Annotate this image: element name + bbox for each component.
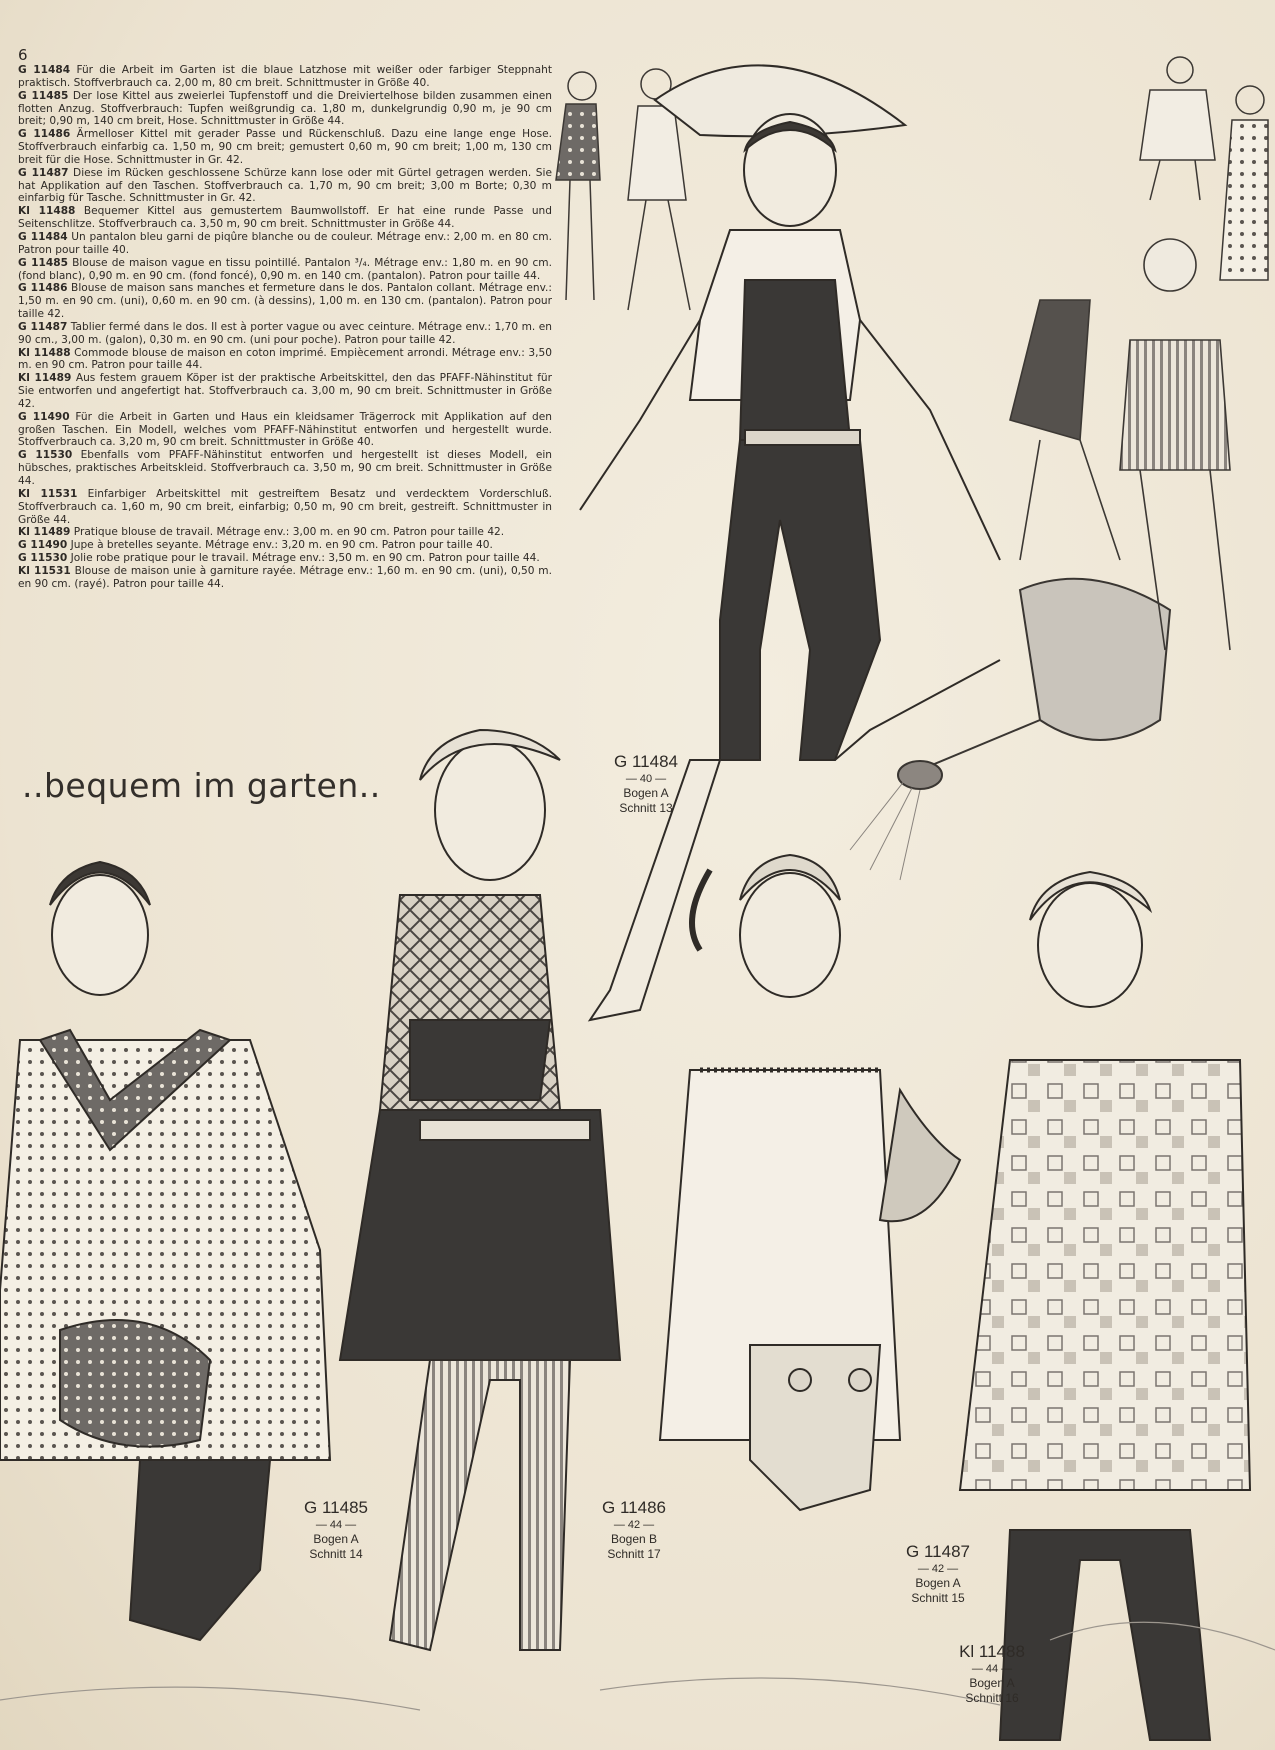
description-code: G 11530 — [18, 449, 73, 462]
description-code: G 11487 — [18, 166, 69, 179]
description-text: Jolie robe pratique pour le travail. Métrage env.: 3,50 m. en 90 cm. Patron pour taille 44. — [67, 552, 540, 565]
pattern-cut: Schnitt 13 — [619, 801, 673, 815]
description-text: Für die Arbeit in Garten und Haus ein kleidsamer Trägerrock mit Applikation auf den großen Taschen. Ein Modell, welches vom PFAFF-Nähinstitut entworfen und hergestellt wurde. Stoffverbrauch ca. 3,20 m, 90 cm breit. Schnittmuster in Größe 40. — [18, 410, 552, 449]
pattern-code: Kl 11488 — [959, 1642, 1025, 1661]
pattern-code: G 11487 — [906, 1542, 970, 1561]
pattern-cut: Schnitt 15 — [911, 1591, 965, 1605]
description-code: G 11485 — [18, 89, 69, 102]
description-text: Bequemer Kittel aus gemustertem Baumwollstoff. Er hat eine runde Passe und Seitenschlitze. Stoffverbrauch ca. 3,50 m, 90 cm breit. Schnittmuster in Größe 44. — [18, 205, 552, 231]
pattern-size: — 44 — — [971, 1663, 1013, 1675]
pattern-size: — 40 — — [625, 773, 667, 785]
pattern-cut: Schnitt 14 — [309, 1547, 363, 1561]
pattern-code: G 11486 — [602, 1498, 666, 1517]
page-number: 6 — [18, 46, 28, 64]
pattern-label — [294, 1498, 378, 1562]
pattern-sheet: Bogen A — [313, 1532, 359, 1546]
description-code: G 11484 — [18, 64, 71, 76]
pattern-size: — 42 — — [917, 1563, 959, 1575]
pattern-size: — 42 — — [613, 1519, 655, 1531]
pattern-size: — 44 — — [315, 1519, 357, 1531]
pattern-sheet: Bogen A — [969, 1676, 1015, 1690]
description-text: Blouse de maison vague en tissu pointillé. Pantalon ³/₄. Métrage env.: 1,80 m. en 90 cm. (fond blanc), 0,90 m. en 90 cm. (fond foncé), 0,90 m. en 140 cm. (pantalon). Patron pour taille 44. — [18, 256, 552, 282]
watering-can-icon — [850, 579, 1170, 880]
description-text: Commode blouse de maison en coton imprimé. Empiècement arrondi. Métrage env.: 3,50 m. en 90 cm. Patron pour taille 44. — [18, 346, 552, 372]
pattern-label — [896, 1542, 980, 1606]
description-text: Der lose Kittel aus zweierlei Tupfenstoff und die Dreiviertelhose bilden zusammen einen flotten Anzug. Stoffverbrauch: Tupfen weißgrundig ca. 1,80 m, dunkelgrundig 0,90 m, je 90 cm breit; 0,90 m, 140 cm breit, Hose. Schnittmuster in Größe 44. — [18, 89, 552, 128]
description-text: Pratique blouse de travail. Métrage env.: 3,00 m. en 90 cm. Patron pour taille 42. — [70, 526, 505, 539]
pattern-sheet: Bogen A — [623, 786, 669, 800]
description-code: Kl 11489 — [18, 526, 71, 539]
description-code: G 11487 — [18, 320, 68, 333]
description-code: G 11490 — [18, 539, 68, 552]
description-code: G 11490 — [18, 410, 70, 423]
description-text: Blouse de maison unie à garniture rayée. Métrage env.: 1,60 m. en 90 cm. (uni), 0,50 m. en 90 cm. (rayé). Patron pour taille 44. — [18, 564, 552, 590]
pattern-cut: Schnitt 17 — [607, 1547, 661, 1561]
description-code: G 11530 — [18, 552, 68, 565]
pattern-label — [950, 1642, 1034, 1706]
pattern-sheet: Bogen B — [610, 1532, 658, 1546]
pattern-label — [604, 752, 688, 816]
description-text: Ärmelloser Kittel mit gerader Passe und Rückenschluß. Dazu eine lange enge Hose. Stoffverbrauch einfarbig ca. 1,50 m, 90 cm breit; gemustert 0,60 m, 90 cm breit; 1,00 m, 130 cm breit für die Hose. Schnittmuster in Gr. 42. — [18, 128, 552, 166]
pattern-sheet: Bogen A — [915, 1576, 961, 1590]
description-text: Einfarbiger Arbeitskittel mit gestreiftem Besatz und verdecktem Vorderschluß. Stoffverbrauch ca. 1,60 m, 90 cm breit, einfarbig; 0,50 m, 90 cm breit, gestreift. Schnittmuster in Größe 44. — [18, 487, 552, 526]
figure-patterned-blouse — [880, 872, 1250, 1740]
figure-apron — [660, 855, 900, 1510]
description-code: Kl 11531 — [18, 487, 78, 500]
description-code: G 11485 — [18, 256, 68, 269]
description-text: Un pantalon bleu garni de piqûre blanche ou de couleur. Métrage env.: 2,00 m. en 80 cm. Patron pour taille 40. — [18, 230, 552, 256]
headline: ..bequem im garten.. — [22, 766, 381, 805]
description-code: G 11484 — [18, 230, 68, 243]
description-text: Ebenfalls vom PFAFF-Nähinstitut entworfen und hergestellt ist dieses Modell, ein hübsches, praktisches Arbeitskleid. Stoffverbrauch ca. 3,50 m, 90 cm breit. Schnittmuster in Größe 44. — [18, 449, 552, 487]
description-code: Kl 11488 — [18, 205, 76, 218]
description-text: Für die Arbeit im Garten ist die blaue Latzhose mit weißer oder farbiger Steppnaht praktisch. Stoffverbrauch ca. 2,00 m, 80 cm breit. Schnittmuster in Größe 40. — [18, 64, 552, 89]
description-text: Aus festem grauem Köper ist der praktische Arbeitskittel, den das PFAFF-Nähinstitut für Sie entworfen und angefertigt hat. Stoffverbrauch ca. 3,00 m, 90 cm breit. Schnittmuster in Größe 42. — [18, 372, 552, 410]
pattern-label — [592, 1498, 676, 1562]
description-code: G 11486 — [18, 282, 68, 295]
pattern-code: G 11485 — [304, 1498, 368, 1517]
description-text: Diese im Rücken geschlossene Schürze kann lose oder mit Gürtel getragen werden. Sie hat Applikation auf den Taschen. Stoffverbrauch ca. 1,70 m, 90 cm breit; 3,00 m Borte; 0,30 m einfarbig für Tasche. Schnittmuster in Gr. 42. — [18, 166, 552, 205]
figure-polka-dot-smock — [0, 862, 330, 1640]
description-code: G 11486 — [18, 128, 71, 141]
description-text: Tablier fermé dans le dos. Il est à porter vague ou avec ceinture. Métrage env.: 1,70 m. en 90 cm., 3,00 m. (galon), 0,30 m. en 90 cm. (uni pour poche). Patron pour taille 42. — [18, 320, 552, 346]
pattern-cut: Schnitt 16 — [965, 1691, 1019, 1705]
description-code: Kl 11489 — [18, 372, 72, 385]
pattern-code: G 11484 — [614, 752, 678, 771]
description-text: Jupe à bretelles seyante. Métrage env.: 3,20 m. en 90 cm. Patron pour taille 40. — [67, 539, 493, 552]
description-text: Blouse de maison sans manches et fermeture dans le dos. Pantalon collant. Métrage env.: 1,50 m. en 90 cm. (uni), 0,60 m. en 90 cm. (à dessins), 1,00 m. en 130 cm. (pantalon). Patron pour taille 42. — [18, 282, 552, 321]
description-code: Kl 11488 — [18, 346, 71, 359]
description-code: Kl 11531 — [18, 564, 71, 577]
figure-dark-tunic — [340, 730, 620, 1650]
